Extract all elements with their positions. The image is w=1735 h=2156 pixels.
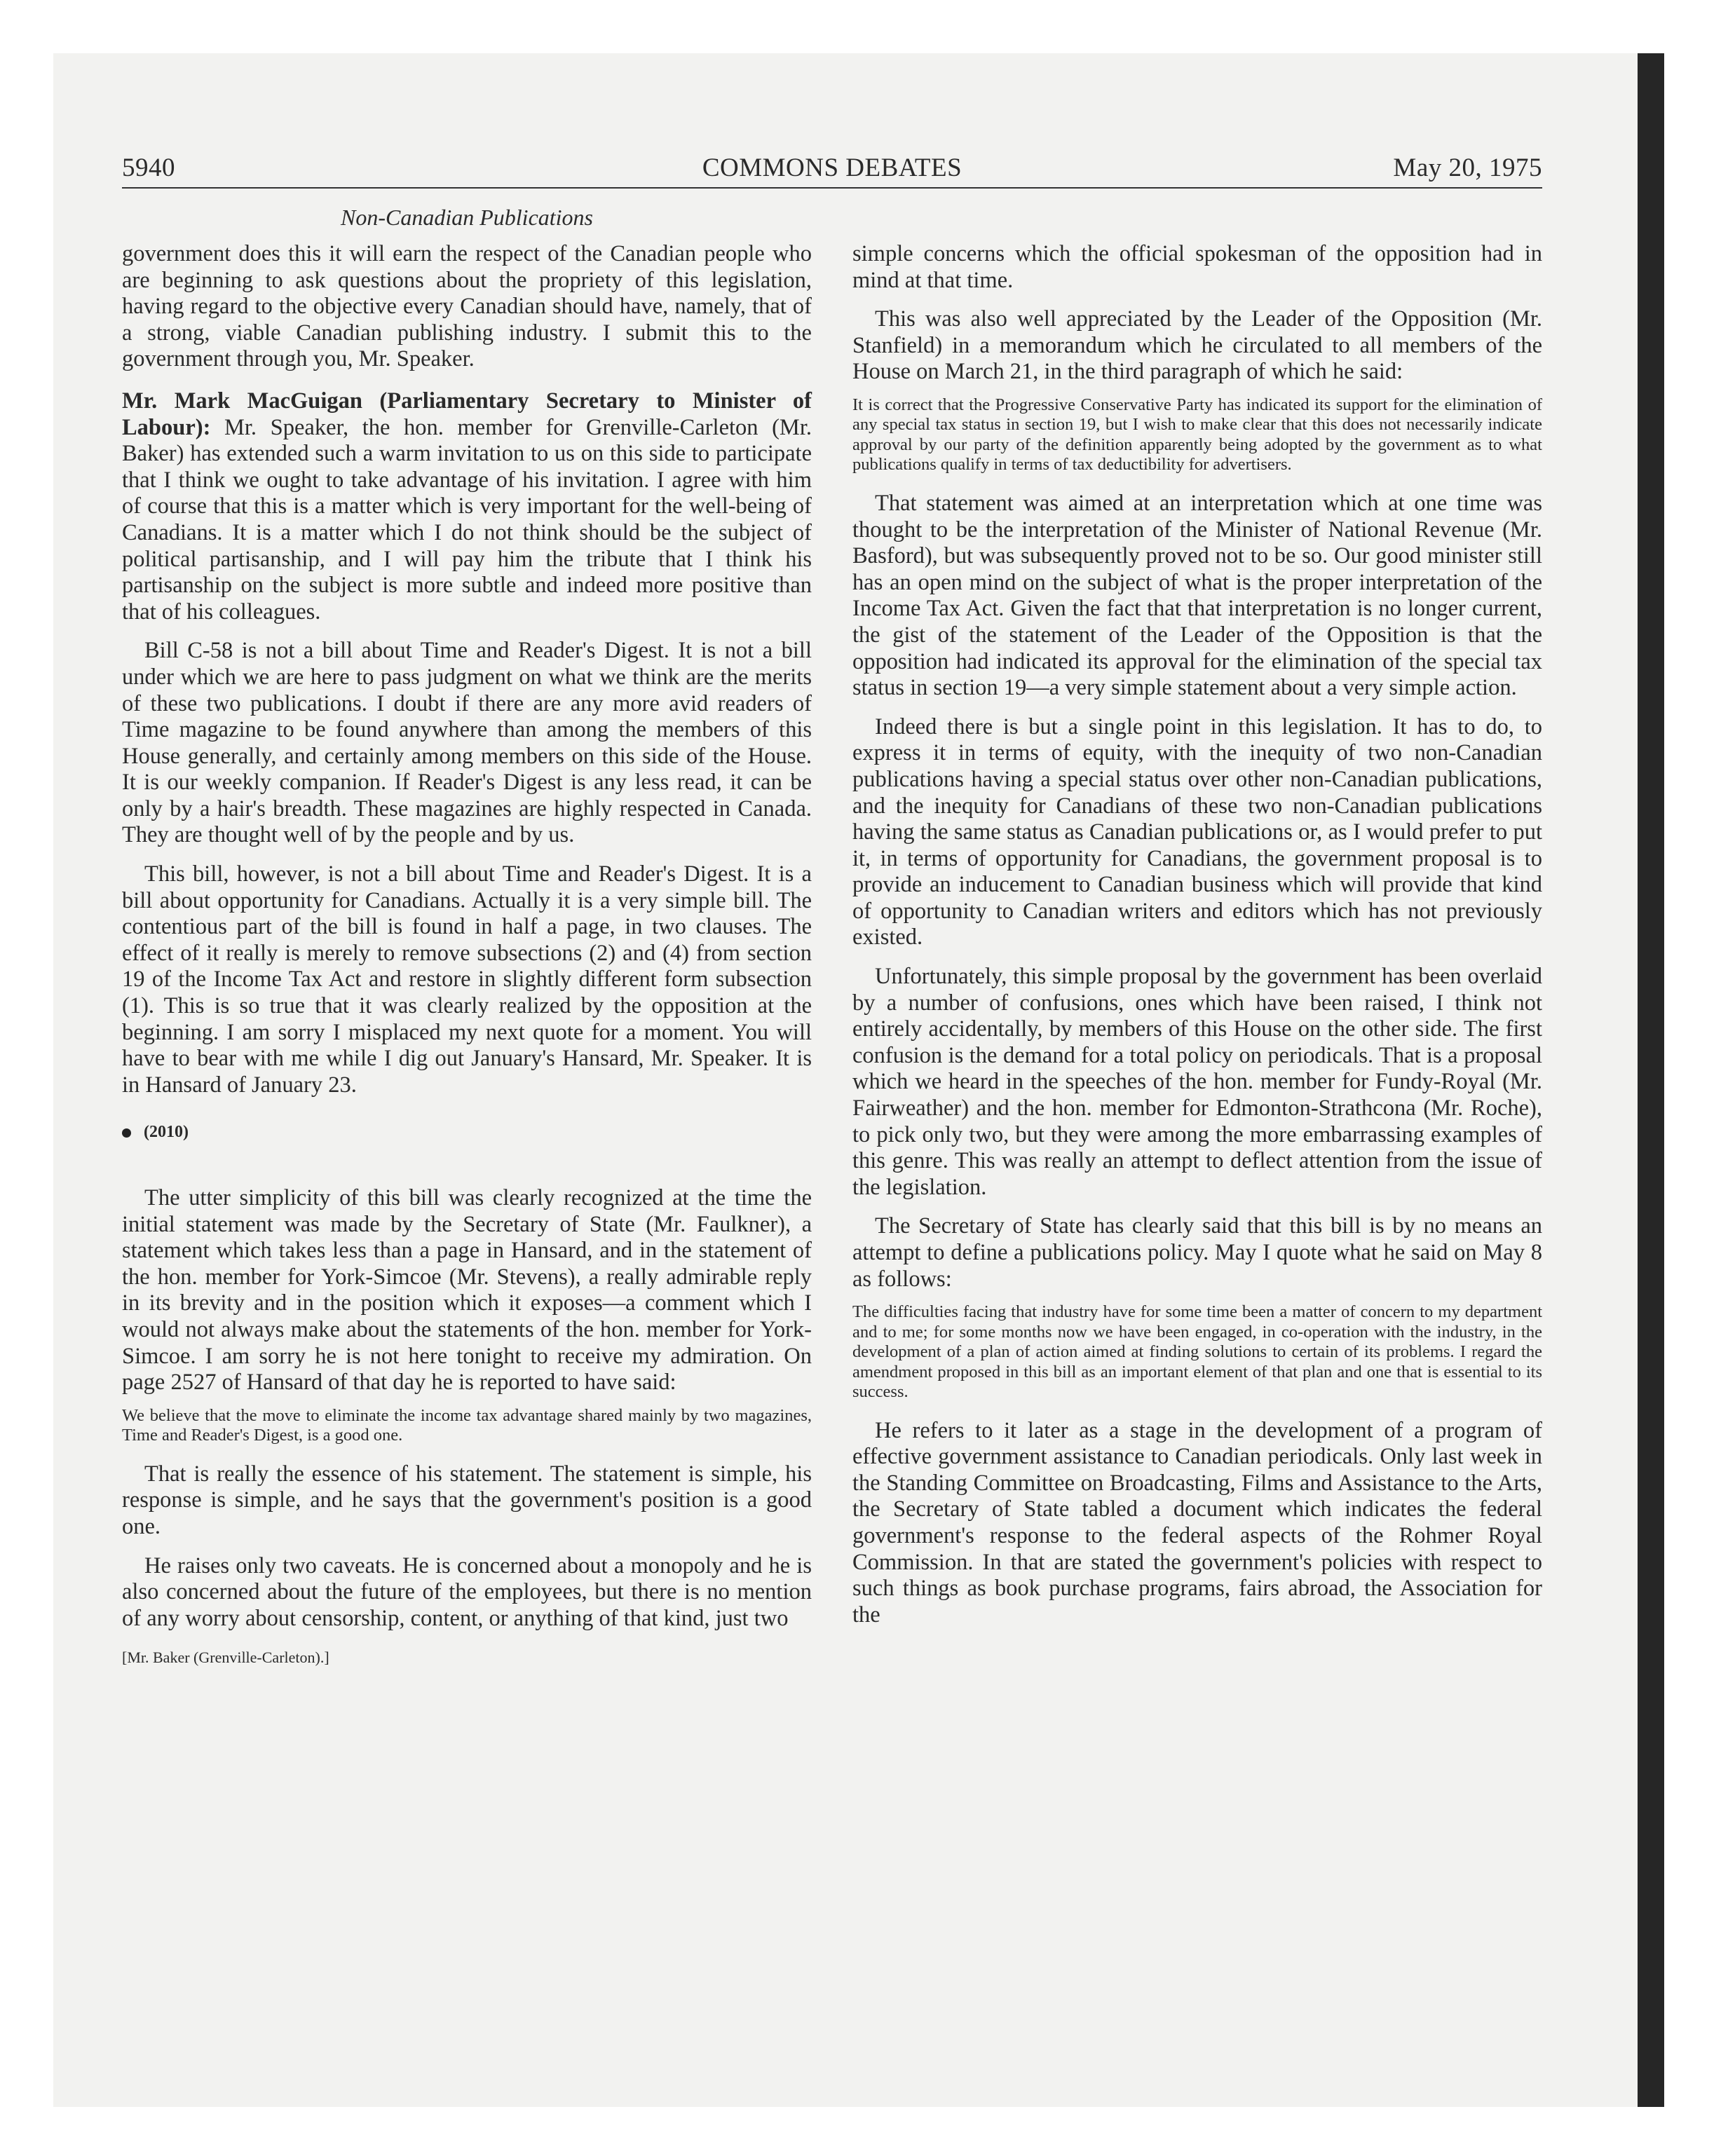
block-quote: It is correct that the Progressive Conservative Party has indicated its support for the elimination of any special tax status in section 19, but I wish to make clear that this does not necessarily indicate approval by our party of the definition apparently being adopted by the government as to what publications qualify in terms of tax deductibility for advertisers. (852, 395, 1542, 475)
publication-date: May 20, 1975 (1393, 153, 1542, 182)
page-number: 5940 (122, 153, 175, 182)
paragraph: Indeed there is but a single point in this legislation. It has to do, to express it in terms of equity, with the inequity of two non-Canadian publications having a special status over other non-Canadian publications, and the inequity for Canadians of these two non-Canadian publications having the same status as Canadian publications or, as I would prefer to put it, in terms of opportunity for Canadians, the government proposal is to provide an inducement to Canadian business which will provide that kind of opportunity to Canadian writers and editors which has not previously existed. (852, 714, 1542, 950)
paragraph: This was also well appreciated by the Leader of the Opposition (Mr. Stanfield) in a memorandum which he circulated to all members of the House on March 21, in the third paragraph of which he said: (852, 306, 1542, 385)
paragraph: The Secretary of State has clearly said that this bill is by no means an attempt to define a publications policy. May I quote what he said on May 8 as follows: (852, 1213, 1542, 1292)
page-header (122, 153, 1542, 184)
paragraph: simple concerns which the official spokesman of the opposition had in mind at that time. (852, 241, 1542, 293)
header-rule (122, 187, 1542, 189)
bullet-icon (122, 1128, 131, 1138)
paragraph: The utter simplicity of this bill was clearly recognized at the time the initial statement was made by the Secretary of State (Mr. Faulkner), a statement which takes less than a page in Hansard, and in the statement of the hon. member for York-Simcoe (Mr. Stevens), a really admirable reply in its brevity and in the position which it exposes—a comment which I would not always make about the statements of the hon. member for York-Simcoe. I am sorry he is not here tonight to receive my admiration. On page 2527 of Hansard of that day he is reported to have said: (122, 1185, 812, 1396)
block-quote: We believe that the move to eliminate the income tax advantage shared mainly by two magazines, Time and Reader's Digest, is a good one. (122, 1405, 812, 1445)
paragraph: government does this it will earn the respect of the Canadian people who are beginning to ask questions about the propriety of this legislation, having regard to the objective every Canadian should have, namely, that of a strong, viable Canadian publishing industry. I submit this to the government through you, Mr. Speaker. (122, 241, 812, 372)
speech-text: Mr. Speaker, the hon. member for Grenville-Carleton (Mr. Baker) has extended such a warm invitation to us on this side to participate that I think we ought to take advantage of his invitation. I agree with him of course that this is a matter which is very important for the well-being of Canadians. It is a matter which I do not think should be the subject of political partisanship, and I will pay him the tribute that I think his partisanship on the subject is more subtle and indeed more positive than that of his colleagues. (122, 414, 812, 625)
speaker-name: Mr. Mark MacGuigan (Parliamentary Secretary to Minister of Labour): (122, 388, 812, 440)
paragraph: Bill C-58 is not a bill about Time and Reader's Digest. It is not a bill under which we are here to pass judgment on what we think are the merits of these two publications. I doubt if there are any more avid readers of Time magazine to be found anywhere than among the members of this House generally, and certainly among members on this side of the House. It is our weekly companion. If Reader's Digest is any less read, it can be only by a hair's breadth. These magazines are highly respected in Canada. They are thought well of by the people and by us. (122, 638, 812, 848)
paragraph: That is really the essence of his statement. The statement is simple, his response is simple, and he says that the government's position is a good one. (122, 1461, 812, 1539)
paragraph: Unfortunately, this simple proposal by the government has been overlaid by a number of confusions, ones which have been raised, I think not entirely accidentally, by members of this House on the other side. The first confusion is the demand for a total policy on periodicals. That is a proposal which we heard in the speeches of the hon. member for Fundy-Royal (Mr. Fairweather) and the hon. member for Edmonton-Strathcona (Mr. Roche), to pick only two, but they were among the more embarrassing examples of this genre. This was really an attempt to deflect attention from the issue of the legislation. (852, 964, 1542, 1200)
scan-edge (1638, 53, 1664, 2107)
paragraph: He raises only two caveats. He is concerned about a monopoly and he is also concerned about the future of the employees, but there is no mention of any worry about censorship, content, or anything of that kind, just two (122, 1553, 812, 1631)
paragraph: This bill, however, is not a bill about Time and Reader's Digest. It is a bill about opportunity for Canadians. Actually it is a very simple bill. The contentious part of the bill is found in half a page, in two clauses. The effect of it really is merely to remove subsections (2) and (4) from section 19 of the Income Tax Act and restore in slightly different form subsection (1). This is so true that it was clearly realized by the opposition at the beginning. I am sorry I misplaced my next quote for a moment. You will have to bear with me while I dig out January's Hansard, Mr. Speaker. It is in Hansard of January 23. (122, 861, 812, 1098)
right-column (852, 241, 1542, 1641)
left-column (122, 241, 812, 1671)
speaker-footnote: [Mr. Baker (Grenville-Carleton).] (122, 1649, 329, 1667)
time-marker-text: (2010) (144, 1123, 189, 1142)
running-title: Non-Canadian Publications (341, 205, 593, 230)
paragraph: He refers to it later as a stage in the development of a program of effective government assistance to Canadian periodicals. Only last week in the Standing Committee on Broadcasting, Films and Assistance to the Arts, the Secretary of State tabled a document which indicates the federal government's response to the federal aspects of the Rohmer Royal Commission. In that are stated the government's policies with respect to such things as book purchase programs, fairs abroad, the Association for the (852, 1417, 1542, 1628)
block-quote: The difficulties facing that industry have for some time been a matter of concern to my department and to me; for some months now we have been engaged, in co-operation with the industry, in the development of a plan of action aimed at finding solutions to certain of its problems. I regard the amendment proposed in this bill as an important element of that plan and one that is essential to its success. (852, 1302, 1542, 1402)
paragraph: That statement was aimed at an interpretation which at one time was thought to be the interpretation of the Minister of National Revenue (Mr. Basford), but was subsequently proved not to be so. Our good minister still has an open mind on the subject of what is the proper interpretation of the Income Tax Act. Given the fact that that interpretation is no longer current, the gist of the statement of the Leader of the Opposition is that the opposition had indicated its approval for the elimination of the special tax status in section 19—a very simple statement about a very simple action. (852, 490, 1542, 701)
time-marker (122, 1119, 812, 1146)
speech-paragraph (122, 388, 812, 625)
publication-title: COMMONS DEBATES (702, 153, 962, 182)
